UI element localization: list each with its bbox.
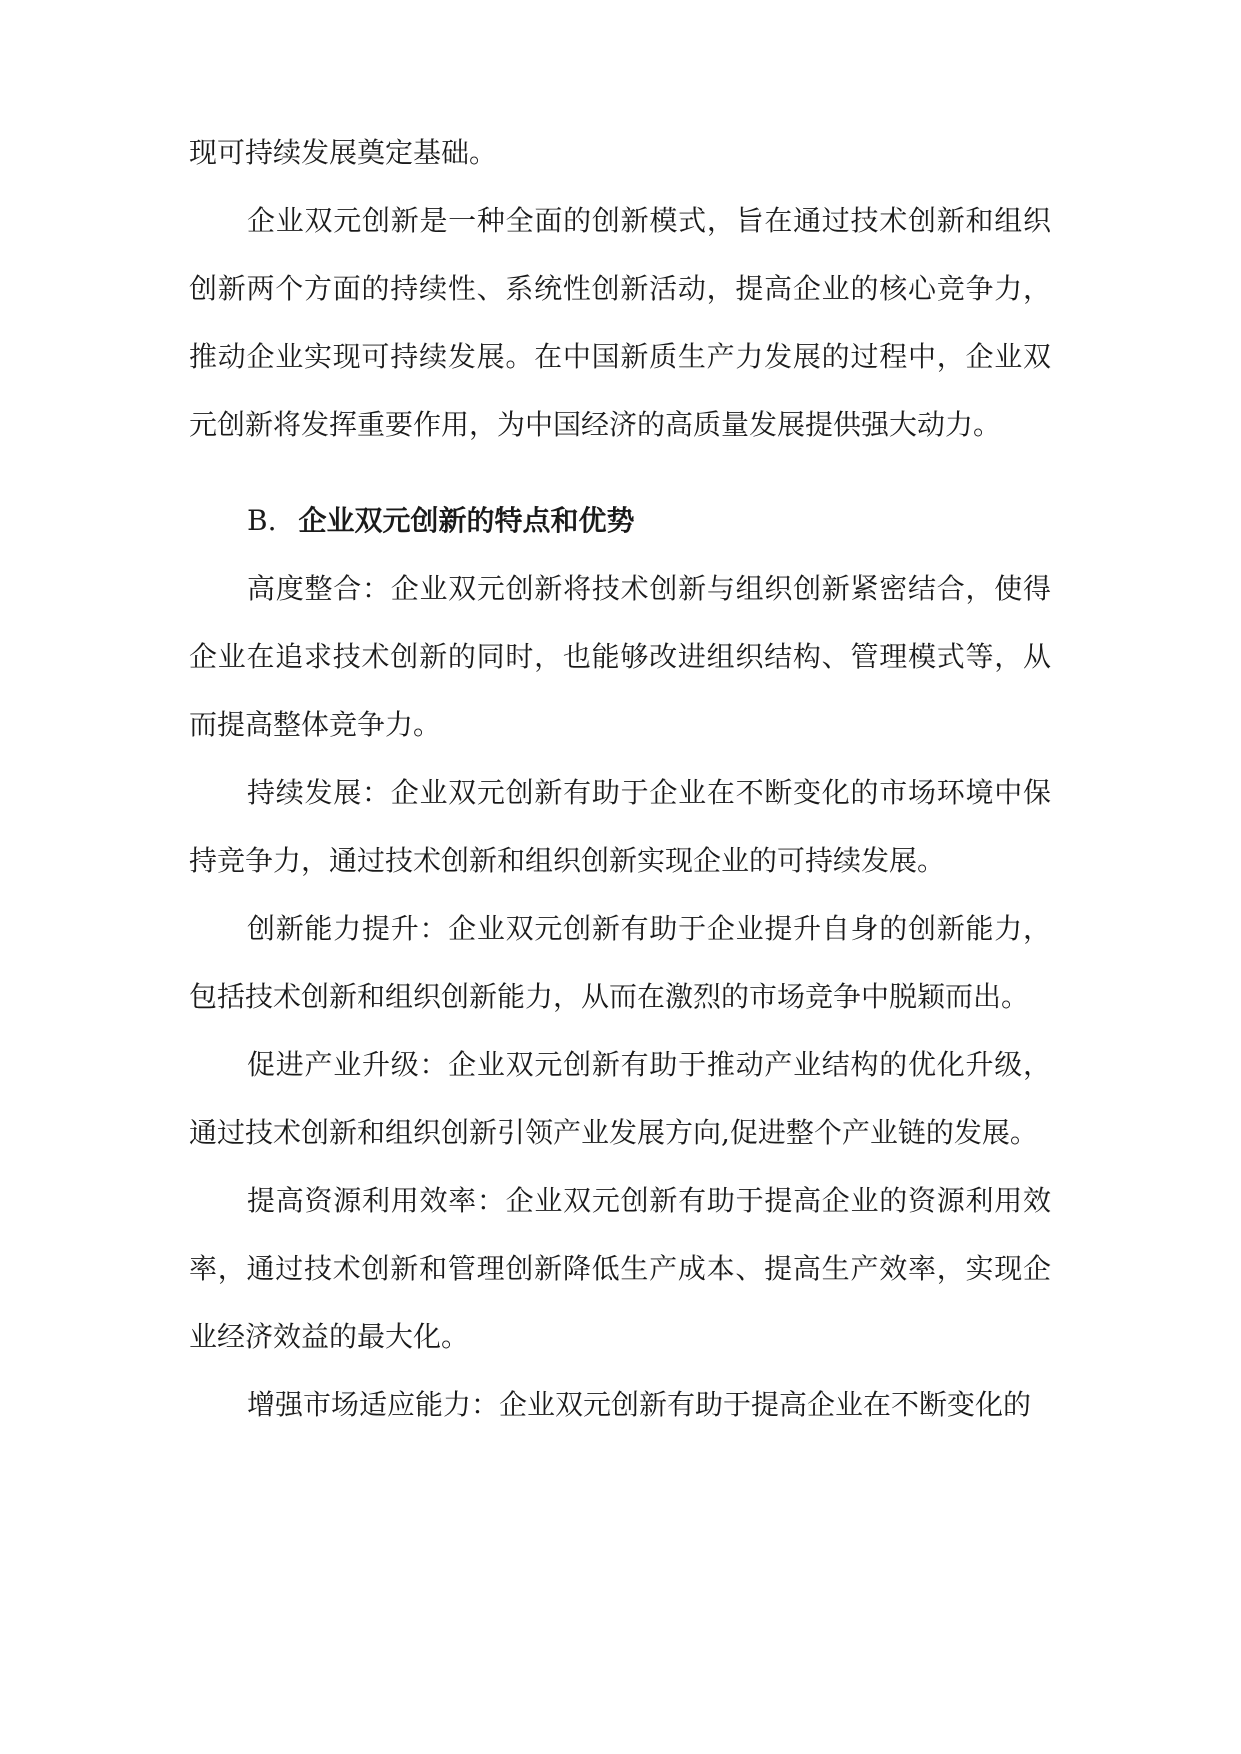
paragraph-resource-efficiency: 提高资源利用效率：企业双元创新有助于提高企业的资源利用效率，通过技术创新和管理创新降低生产成本、提高生产效率，实现企业经济效益的最大化。	[189, 1184, 1051, 1353]
section-title: 企业双元创新的特点和优势	[298, 504, 635, 537]
paragraph-continuation: 现可持续发展奠定基础。	[189, 136, 498, 169]
paragraph-market-adaptability: 增强市场适应能力：企业双元创新有助于提高企业在不断变化的	[247, 1388, 1032, 1421]
paragraph-industrial-upgrade: 促进产业升级：企业双元创新有助于推动产业结构的优化升级，通过技术创新和组织创新引领产业发展方向,促进整个产业链的发展。	[189, 1048, 1051, 1149]
section-heading	[247, 487, 1051, 555]
paragraph-innovation-capability: 创新能力提升：企业双元创新有助于企业提升自身的创新能力，包括技术创新和组织创新能力，从而在激烈的市场竞争中脱颖而出。	[189, 912, 1051, 1013]
paragraph-sustainable-development: 持续发展：企业双元创新有助于企业在不断变化的市场环境中保持竞争力，通过技术创新和组织创新实现企业的可持续发展。	[189, 776, 1051, 877]
paragraph-high-integration: 高度整合：企业双元创新将技术创新与组织创新紧密结合，使得企业在追求技术创新的同时，也能够改进组织结构、管理模式等，从而提高整体竞争力。	[189, 572, 1051, 741]
section-number: B.	[247, 504, 277, 537]
paragraph-intro-summary: 企业双元创新是一种全面的创新模式，旨在通过技术创新和组织创新两个方面的持续性、系统性创新活动，提高企业的核心竞争力，推动企业实现可持续发展。在中国新质生产力发展的过程中，企业双元创新将发挥重要作用，为中国经济的高质量发展提供强大动力。	[189, 204, 1051, 441]
